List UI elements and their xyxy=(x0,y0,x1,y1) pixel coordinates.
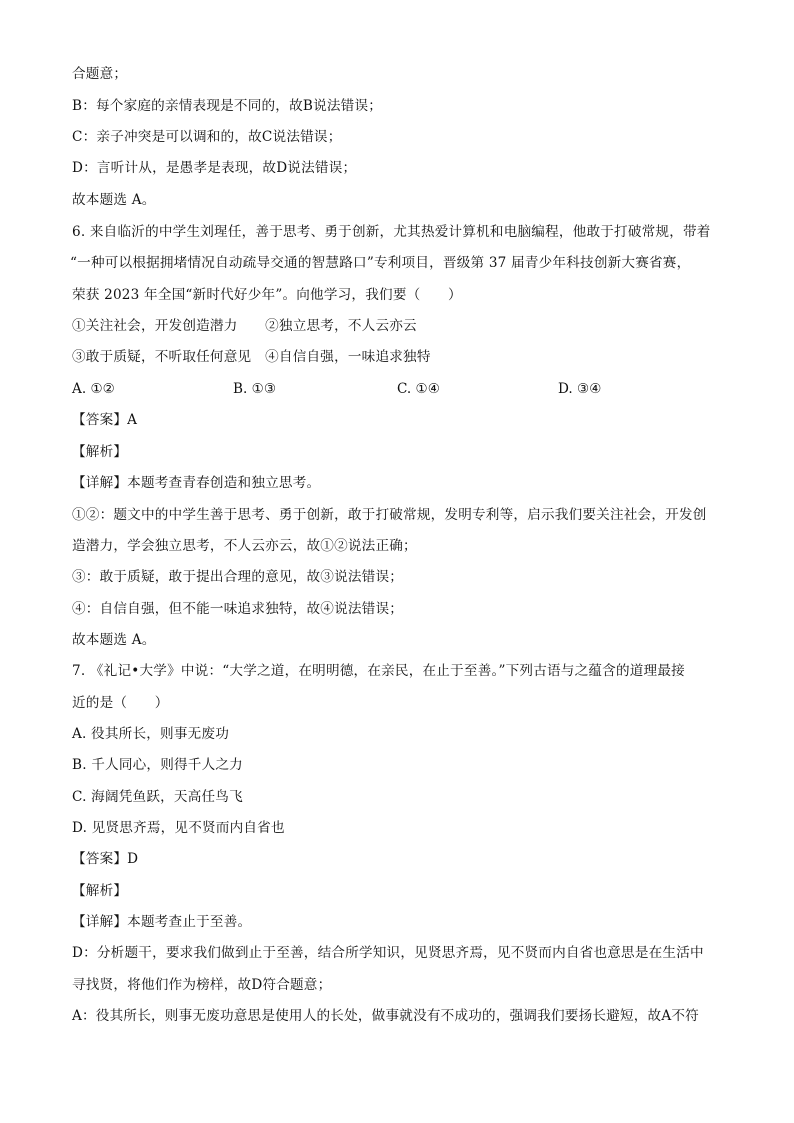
text-line: D：言听计从，是愚孝是表现，故D说法错误； xyxy=(72,160,357,176)
text-line: 故本题选 A。 xyxy=(72,192,156,208)
text-line: 合题意； xyxy=(72,66,128,82)
question-7-stem: 近的是（ ） xyxy=(72,695,169,711)
detail-line: 故本题选 A。 xyxy=(72,632,156,648)
option-b: B. ①③ xyxy=(233,381,277,397)
detail-line: 造潜力，学会独立思考，不人云亦云，故①②说法正确； xyxy=(72,538,417,554)
question-6-options xyxy=(72,381,672,397)
option-b: B. 千人同心，则得千人之力 xyxy=(72,757,243,773)
option-a: A. 役其所长，则事无废功 xyxy=(72,726,229,742)
option-a: A. ①② xyxy=(72,381,115,397)
analysis-label: 【解析】 xyxy=(72,883,128,899)
question-6-stem: 6. 来自临沂的中学生刘瑆任，善于思考、勇于创新，尤其热爱计算机和电脑编程，他敢于打破常规，带着 xyxy=(72,224,711,240)
option-d: D. ③④ xyxy=(558,381,602,397)
option-c: C. 海阔凭鱼跃，天高任鸟飞 xyxy=(72,789,243,805)
question-7-stem: 7. 《礼记•大学》中说：“大学之道，在明明德，在亲民，在止于至善。”下列古语与之蕴含的道理最接 xyxy=(72,663,685,679)
detail-line: A：役其所长，则事无废功意思是使用人的长处，做事就没有不成功的，强调我们要扬长避短，故A不符 xyxy=(72,1008,699,1024)
answer-label: 【答案】D xyxy=(72,851,139,867)
analysis-label: 【解析】 xyxy=(72,444,128,460)
question-6-choice-line: ①关注社会，开发创造潜力 ②独立思考，不人云亦云 xyxy=(72,318,417,334)
detail-line: D：分析题干，要求我们做到止于至善，结合所学知识，见贤思齐焉，见不贤而内自省也意思是在生活中 xyxy=(72,945,704,961)
detail-line: 寻找贤，将他们作为榜样，故D符合题意； xyxy=(72,977,332,993)
text-line: C：亲子冲突是可以调和的，故C说法错误； xyxy=(72,129,342,145)
option-d: D. 见贤思齐焉，见不贤而内自省也 xyxy=(72,820,285,836)
detail-line: ④：自信自强，但不能一味追求独特，故④说法错误； xyxy=(72,601,404,617)
question-6-choice-line: ③敢于质疑，不听取任何意见 ④自信自强，一味追求独特 xyxy=(72,349,431,365)
detail-line: 【详解】本题考查止于至善。 xyxy=(72,914,252,930)
question-6-stem: “一种可以根据拥堵情况自动疏导交通的智慧路口”专利项目，晋级第 37 届青少年科技创新大赛省赛， xyxy=(70,255,691,271)
option-c: C. ①④ xyxy=(397,381,440,397)
text-line: B：每个家庭的亲情表现是不同的，故B说法错误； xyxy=(72,98,383,114)
question-6-stem: 荣获 2023 年全国“新时代好少年”。向他学习，我们要（ ） xyxy=(72,287,462,303)
detail-line: ③：敢于质疑，敢于提出合理的意见，故③说法错误； xyxy=(72,569,404,585)
detail-line: 【详解】本题考查青春创造和独立思考。 xyxy=(72,475,321,491)
detail-line: ①②：题文中的中学生善于思考、勇于创新，敢于打破常规，发明专利等，启示我们要关注社会，开发创 xyxy=(72,507,707,523)
answer-label: 【答案】A xyxy=(72,412,138,428)
